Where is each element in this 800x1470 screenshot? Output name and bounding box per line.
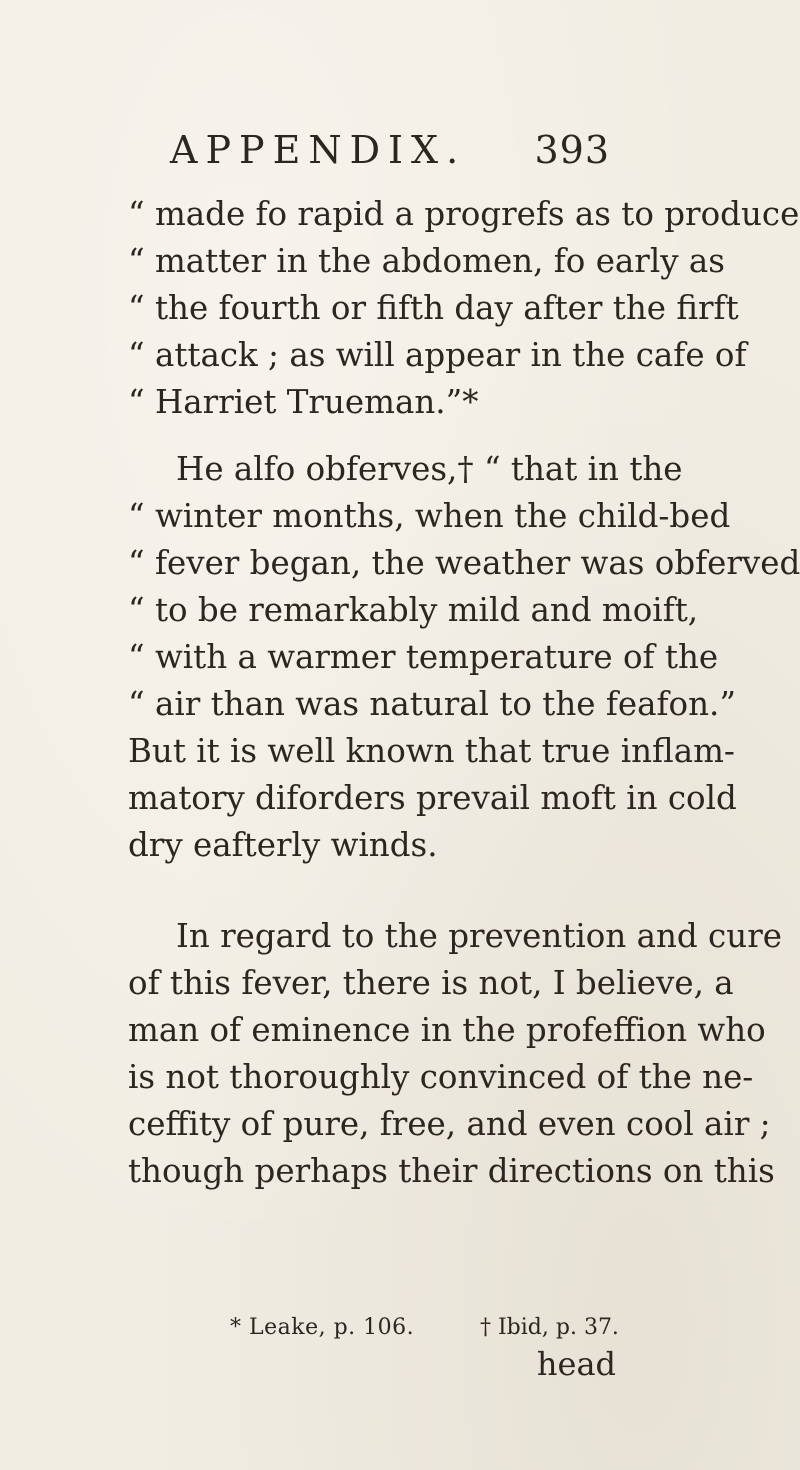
text-line: ceffity of pure, free, and even cool air ; xyxy=(128,1105,771,1143)
catchword: head xyxy=(536,1345,616,1383)
text-line: of this fever, there is not, I believe, a xyxy=(128,964,734,1002)
text-line: “ winter months, when the child-bed xyxy=(128,497,731,535)
running-head xyxy=(170,128,610,188)
text-line: is not thoroughly convinced of the ne- xyxy=(128,1058,754,1096)
text-line: dry eafterly winds. xyxy=(128,826,438,864)
footnote-leake: * Leake, p. 106. xyxy=(230,1315,415,1340)
text-line: “ fever began, the weather was obferved xyxy=(128,544,800,582)
text-line: though perhaps their directions on this xyxy=(128,1152,775,1190)
text-line: matory diforders prevail moft in cold xyxy=(128,779,737,817)
text-line: “ air than was natural to the feafon.” xyxy=(128,685,736,723)
text-line: But it is well known that true inflam- xyxy=(128,732,735,770)
text-line: “ Harriet Trueman.”* xyxy=(128,383,479,421)
text-line: “ the fourth or fifth day after the firft xyxy=(128,289,739,327)
text-line: “ to be remarkably mild and moift, xyxy=(128,591,699,629)
text-line: “ attack ; as will appear in the cafe of xyxy=(128,336,747,374)
text-line: He alfo obferves,† “ that in the xyxy=(176,450,683,488)
running-head-title: APPENDIX. xyxy=(170,128,467,172)
text-line: “ with a warmer temperature of the xyxy=(128,638,719,676)
text-line: In regard to the prevention and cure xyxy=(176,917,782,955)
text-line: “ matter in the abdomen, fo early as xyxy=(128,242,725,280)
footnote-ibid: † Ibid, p. 37. xyxy=(480,1315,619,1340)
page-number: 393 xyxy=(534,128,610,172)
text-line: “ made fo rapid a progrefs as to produce xyxy=(128,195,800,233)
text-line: man of eminence in the profeffion who xyxy=(128,1011,766,1049)
